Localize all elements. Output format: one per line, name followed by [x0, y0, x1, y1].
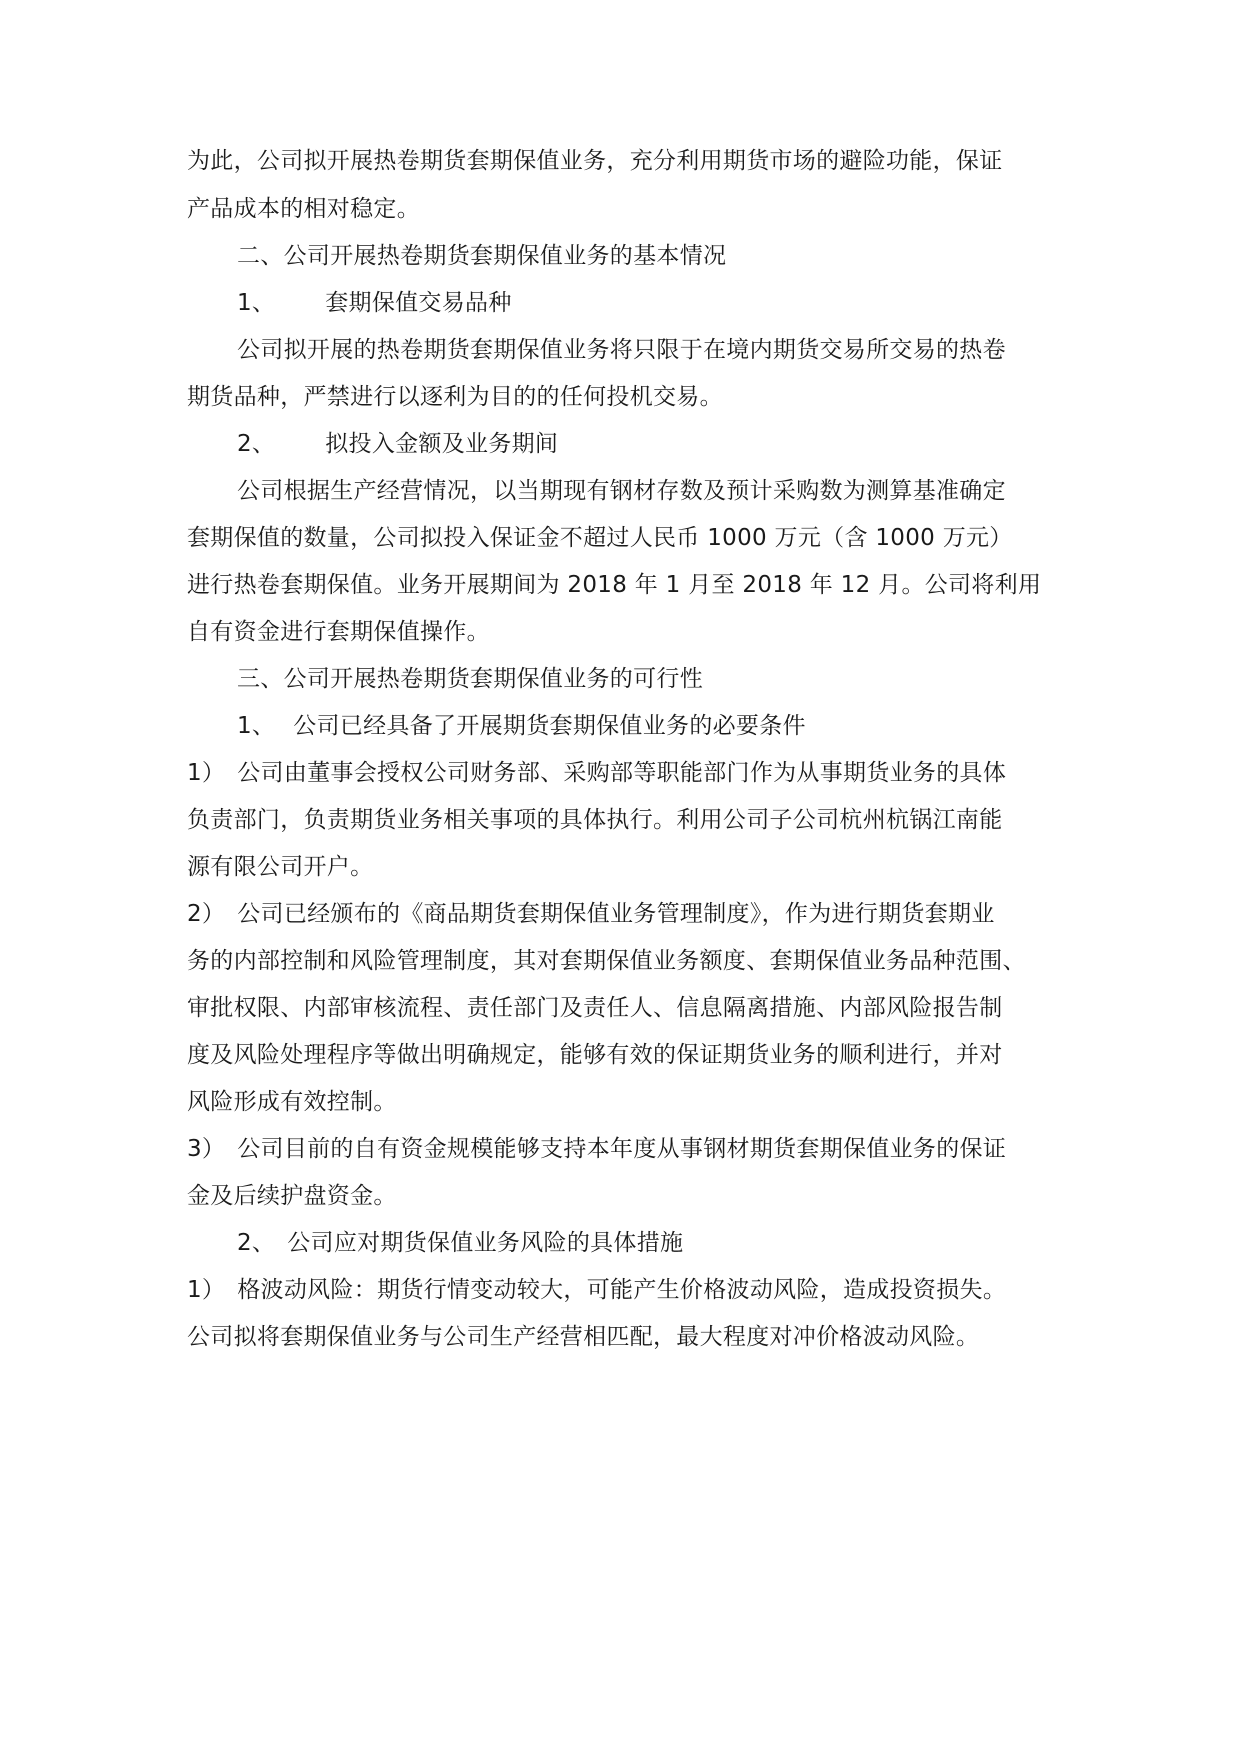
section-2-item-1-para-line-2: 期货品种，严禁进行以逐利为目的的任何投机交易。	[187, 384, 723, 410]
section-3-heading: 三、公司开展热卷期货套期保值业务的可行性	[237, 666, 703, 692]
point-2-text: 公司已经颁布的《商品期货套期保值业务管理制度》，作为进行期货套期业	[237, 901, 995, 927]
section-2-item-2-number: 2、	[237, 431, 276, 457]
section-2-heading: 二、公司开展热卷期货套期保值业务的基本情况	[237, 243, 727, 269]
section-3-item-1-title: 公司已经具备了开展期货套期保值业务的必要条件	[293, 713, 806, 739]
point-3-text: 公司目前的自有资金规模能够支持本年度从事钢材期货套期保值业务的保证	[237, 1136, 1007, 1162]
risk-point-1-text: 格波动风险：期货行情变动较大，可能产生价格波动风险，造成投资损失。	[237, 1277, 1007, 1303]
section-3-item-1-point-2-line-3: 审批权限、内部审核流程、责任部门及责任人、信息隔离措施、内部风险报告制	[187, 995, 1003, 1021]
section-2-item-2-title: 拟投入金额及业务期间	[325, 431, 559, 457]
section-3-item-1-point-3-line-1	[187, 1134, 1006, 1164]
section-3-item-1-point-2-line-1	[187, 899, 995, 929]
section-3-item-2-point-1-line-2: 公司拟将套期保值业务与公司生产经营相匹配，最大程度对冲价格波动风险。	[187, 1324, 980, 1350]
section-2-item-1-heading	[237, 288, 512, 318]
section-3-item-1-point-2-line-5: 风险形成有效控制。	[187, 1089, 397, 1115]
section-3-item-2-number: 2、	[237, 1230, 276, 1256]
point-1-text: 公司由董事会授权公司财务部、采购部等职能部门作为从事期货业务的具体	[237, 760, 1007, 786]
section-3-item-1-point-2-line-4: 度及风险处理程序等做出明确规定，能够有效的保证期货业务的顺利进行，并对	[187, 1042, 1003, 1068]
section-3-item-1-number: 1、	[237, 713, 276, 739]
section-3-item-1-point-1-line-3: 源有限公司开户。	[187, 854, 374, 880]
intro-line-1: 为此，公司拟开展热卷期货套期保值业务，充分利用期货市场的避险功能，保证	[187, 148, 1003, 174]
section-3-item-2-title: 公司应对期货保值业务风险的具体措施	[287, 1230, 684, 1256]
section-2-item-2-heading	[237, 429, 558, 459]
section-2-item-1-number: 1、	[237, 290, 276, 316]
section-2-item-1-para-line-1: 公司拟开展的热卷期货套期保值业务将只限于在境内期货交易所交易的热卷	[237, 337, 1006, 363]
section-3-item-1-point-2-line-2: 务的内部控制和风险管理制度，其对套期保值业务额度、套期保值业务品种范围、	[187, 948, 1026, 974]
section-3-item-1-heading	[237, 711, 806, 741]
section-3-item-2-point-1-line-1	[187, 1275, 1006, 1305]
section-3-item-1-point-1-line-1	[187, 758, 1006, 788]
section-3-item-2-heading	[237, 1228, 683, 1258]
risk-point-1-number: 1）	[187, 1277, 226, 1303]
intro-line-2: 产品成本的相对稳定。	[187, 196, 420, 222]
point-1-number: 1）	[187, 760, 226, 786]
section-3-item-1-point-3-line-2: 金及后续护盘资金。	[187, 1183, 397, 1209]
section-3-item-1-point-1-line-2: 负责部门，负责期货业务相关事项的具体执行。利用公司子公司杭州杭锅江南能	[187, 807, 1003, 833]
section-2-item-2-para-line-2: 套期保值的数量，公司拟投入保证金不超过人民币 1000 万元（含 1000 万元）	[187, 525, 1013, 551]
section-2-item-2-para-line-1: 公司根据生产经营情况，以当期现有钢材存数及预计采购数为测算基准确定	[237, 478, 1006, 504]
section-2-item-1-title: 套期保值交易品种	[325, 290, 512, 316]
point-2-number: 2）	[187, 901, 226, 927]
section-2-item-2-para-line-3: 进行热卷套期保值。业务开展期间为 2018 年 1 月至 2018 年 12 月。公司将利用	[187, 572, 1042, 598]
section-2-item-2-para-line-4: 自有资金进行套期保值操作。	[187, 619, 490, 645]
point-3-number: 3）	[187, 1136, 226, 1162]
